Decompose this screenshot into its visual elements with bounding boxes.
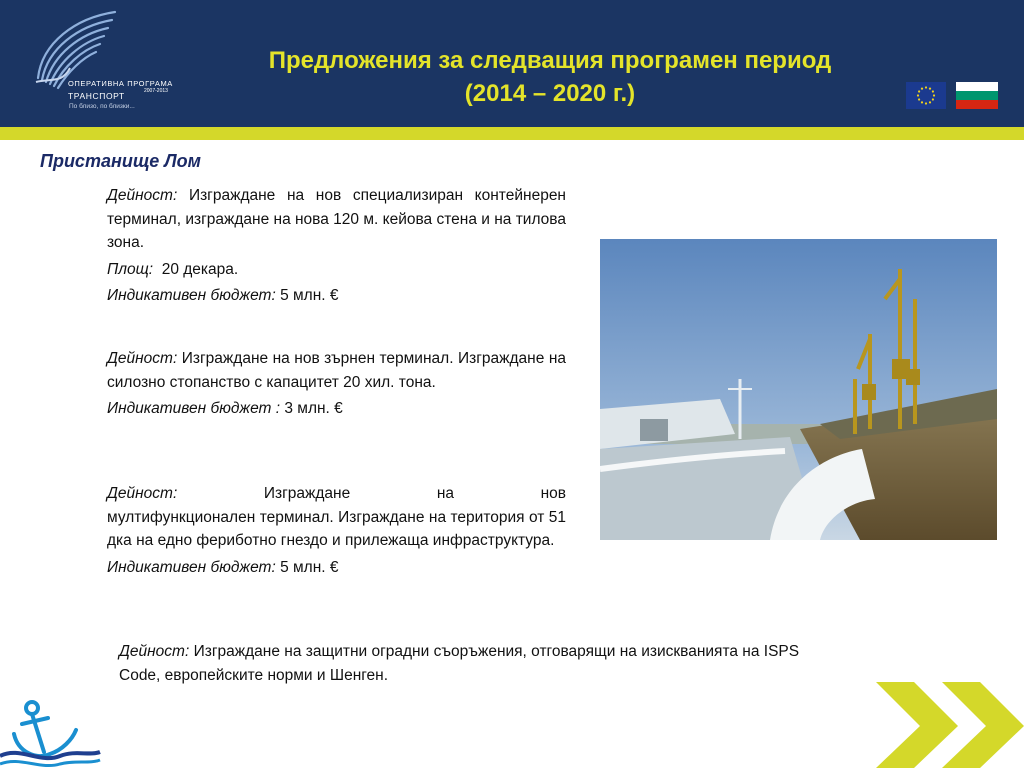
budget-value: 5 млн. € <box>280 287 339 304</box>
budget-label: Индикативен бюджет: <box>107 287 276 304</box>
activity-text: Изграждане на нов зърнен терминал. Изграждане на силозно стопанство с капацитет 20 хил. тона. <box>107 350 567 391</box>
item-budget <box>107 284 566 308</box>
eu-flag-icon <box>906 82 946 109</box>
budget-label: Индикативен бюджет: <box>107 558 276 576</box>
activity-text-first: Изграждане на нов <box>263 485 566 502</box>
budget-label: Индикативен бюджет : <box>107 400 281 417</box>
activity-text: Изграждане на нов специализиран контейнерен терминал, изграждане на нова 120 м. кейова стена и на тилова зона. <box>107 187 566 251</box>
double-chevron-icon <box>862 676 1024 768</box>
anchor-logo-icon <box>0 694 110 768</box>
activity-label: Дейност: <box>107 350 178 367</box>
transport-logo-icon <box>30 8 190 118</box>
item-activity <box>107 184 566 255</box>
item-budget <box>107 397 566 421</box>
logo-line-program: ОПЕРАТИВНА ПРОГРАМА <box>68 79 173 88</box>
item-container-container-terminal <box>107 184 566 308</box>
item-area <box>107 258 566 282</box>
item-container-multifunctional-terminal <box>107 482 566 579</box>
page-title-line2: (2014 – 2020 г.) <box>464 80 636 107</box>
logo-line-transport: ТРАНСПОРТ <box>68 91 125 101</box>
section-subtitle: Пристанище Лом <box>40 151 201 171</box>
area-label: Площ: <box>107 260 154 278</box>
bottom-activity <box>119 640 819 687</box>
page-title <box>200 44 900 110</box>
activity-label: Дейност: <box>107 187 178 204</box>
item-activity-rest: мултифункционален терминал. Изграждане на територия от 51 дка на едно фериботно гнездо и прилежаща инфраструктура. <box>107 508 566 549</box>
bulgaria-flag-icon <box>956 82 998 109</box>
item-activity-first-line <box>107 482 566 506</box>
item-activity <box>107 347 566 394</box>
budget-value: 5 млн. € <box>280 558 339 576</box>
header-accent-stripe <box>0 127 1024 140</box>
logo-tagline: По близо, по близки... <box>69 103 135 110</box>
page-title-line1: Предложения за следващия програмен период <box>268 47 832 74</box>
port-photo <box>600 239 997 540</box>
activity-text: Изграждане на защитни оградни съоръжения, отговарящи на изискванията на ISPS Code, европейските норми и Шенген. <box>119 643 800 684</box>
budget-value: 3 млн. € <box>284 400 343 417</box>
area-value: 20 декара. <box>161 260 239 278</box>
activity-label: Дейност: <box>119 643 190 660</box>
item-budget <box>107 556 566 580</box>
logo-years: 2007-2013 <box>144 88 168 94</box>
item-container-grain-terminal <box>107 347 566 421</box>
activity-label: Дейност: <box>107 485 178 502</box>
